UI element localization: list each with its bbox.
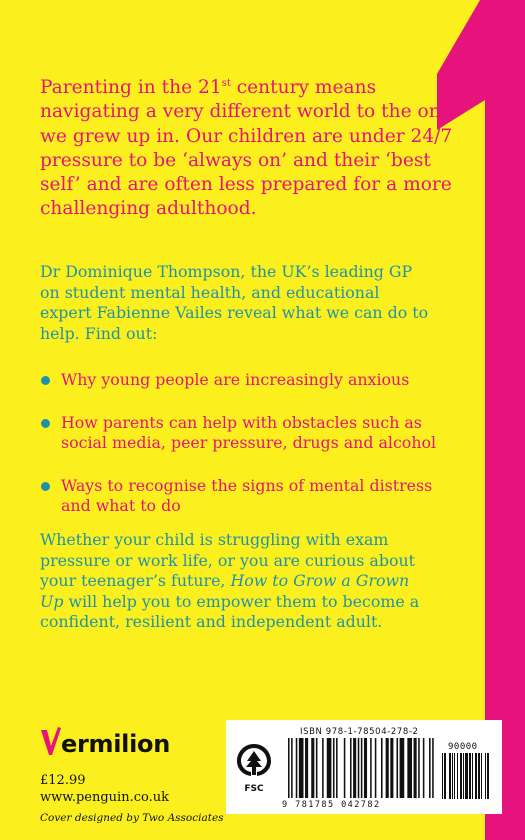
barcode-bar [432, 738, 434, 798]
list-item [40, 476, 440, 517]
barcode-bar [322, 738, 324, 798]
barcode-bar [463, 753, 464, 799]
fsc-mark [234, 742, 274, 794]
list-item [40, 370, 440, 391]
bullet-text: Why young people are increasingly anxious [61, 370, 410, 389]
cover-credit: Cover designed by Two Associates [40, 812, 224, 824]
barcode-bar [350, 738, 352, 798]
barcode-bar [423, 738, 425, 798]
barcode-bar [386, 738, 389, 798]
barcode-digits: 9 781785 042782 [282, 800, 381, 810]
barcode-bar [288, 738, 290, 798]
closing-paragraph [40, 530, 435, 633]
barcode-bar [370, 738, 372, 798]
barcode-bar [414, 738, 417, 798]
barcode-bar [358, 738, 360, 798]
fsc-tree-icon [234, 742, 274, 778]
barcode-bar [333, 738, 335, 798]
barcode-bar [296, 738, 298, 798]
barcode-bar [407, 738, 412, 798]
barcode-bar [475, 753, 477, 799]
barcode-bar [481, 753, 482, 799]
barcode-bar [344, 738, 346, 798]
barcode-bar [457, 753, 458, 799]
publisher-url[interactable]: www.penguin.co.uk [40, 790, 169, 805]
barcode-bar [361, 738, 363, 798]
barcode-bar [478, 753, 480, 799]
teal-dot-icon [41, 419, 50, 428]
barcode-bar [400, 738, 405, 798]
bullet-text: How parents can help with obstacles such as social media, peer pressure, drugs and alcohol [61, 412, 437, 453]
barcode-bar [429, 738, 431, 798]
list-item [40, 413, 440, 454]
barcode-bar [472, 753, 473, 799]
addon-barcode [442, 753, 494, 799]
barcode-bar [442, 753, 443, 799]
publisher-block [40, 722, 224, 824]
barcode-bar [364, 738, 367, 798]
closing-text-end: will help you to empower them to become a confident, resilient and independent adult. [40, 591, 420, 632]
teal-dot-icon [41, 376, 50, 385]
barcode-bar [465, 753, 468, 799]
barcode-bar [316, 738, 318, 798]
isbn-text: ISBN 978-1-78504-278-2 [300, 727, 419, 737]
barcode-bar [390, 738, 393, 798]
fsc-label: FSC [244, 784, 264, 794]
barcode-bar [291, 738, 293, 798]
logo-text: ermilion [61, 730, 170, 758]
barcode-bar [444, 753, 446, 799]
barcode-bar [305, 738, 308, 798]
vermilion-v-icon [40, 726, 62, 756]
price: £12.99 [40, 773, 86, 788]
bullet-text: Ways to recognise the signs of mental distress and what to do [61, 475, 433, 516]
ean-barcode [288, 738, 438, 800]
barcode-bar [381, 738, 383, 798]
barcode-bar [336, 738, 338, 798]
bullet-list [40, 370, 440, 539]
barcode-bar [469, 753, 471, 799]
barcode-bar [485, 753, 486, 799]
vermilion-logo [40, 722, 224, 756]
barcode-bar [353, 738, 356, 798]
intro-text-rest: century means navigating a very different world to the one we grew up in. Our children are under 24/7 pressure to be ‘always on’ and their ‘best self’ and are often less prepared for a more challenging adulthood. [40, 77, 453, 220]
barcode-bar [418, 738, 420, 798]
intro-superscript: st [221, 78, 231, 89]
barcode-bar [311, 738, 314, 798]
intro-text-start: Parenting in the 21 [40, 77, 222, 98]
barcode-bar [299, 738, 304, 798]
barcode-addon-digits: 90000 [448, 742, 478, 752]
barcode-panel [226, 720, 502, 814]
teal-dot-icon [41, 482, 50, 491]
intro-paragraph [40, 76, 460, 222]
barcode-bar [449, 753, 451, 799]
barcode-bar [487, 753, 489, 799]
barcode-bar [327, 738, 332, 798]
barcode-bar [397, 738, 399, 798]
barcode-bar [452, 753, 453, 799]
barcode-bar [454, 753, 455, 799]
closing-text-start: Whether your child is struggling with exam pressure or work life, or you are curious about your teenager’s future, [40, 530, 415, 591]
barcode-bar [375, 738, 377, 798]
authors-paragraph: Dr Dominique Thompson, the UK’s leading GP on student mental health, and educational expert Fabienne Vailes reveal what we can do to help. Find out: [40, 262, 429, 343]
book-title: How to Grow a Grown Up [40, 571, 410, 611]
barcode-bar [460, 753, 462, 799]
